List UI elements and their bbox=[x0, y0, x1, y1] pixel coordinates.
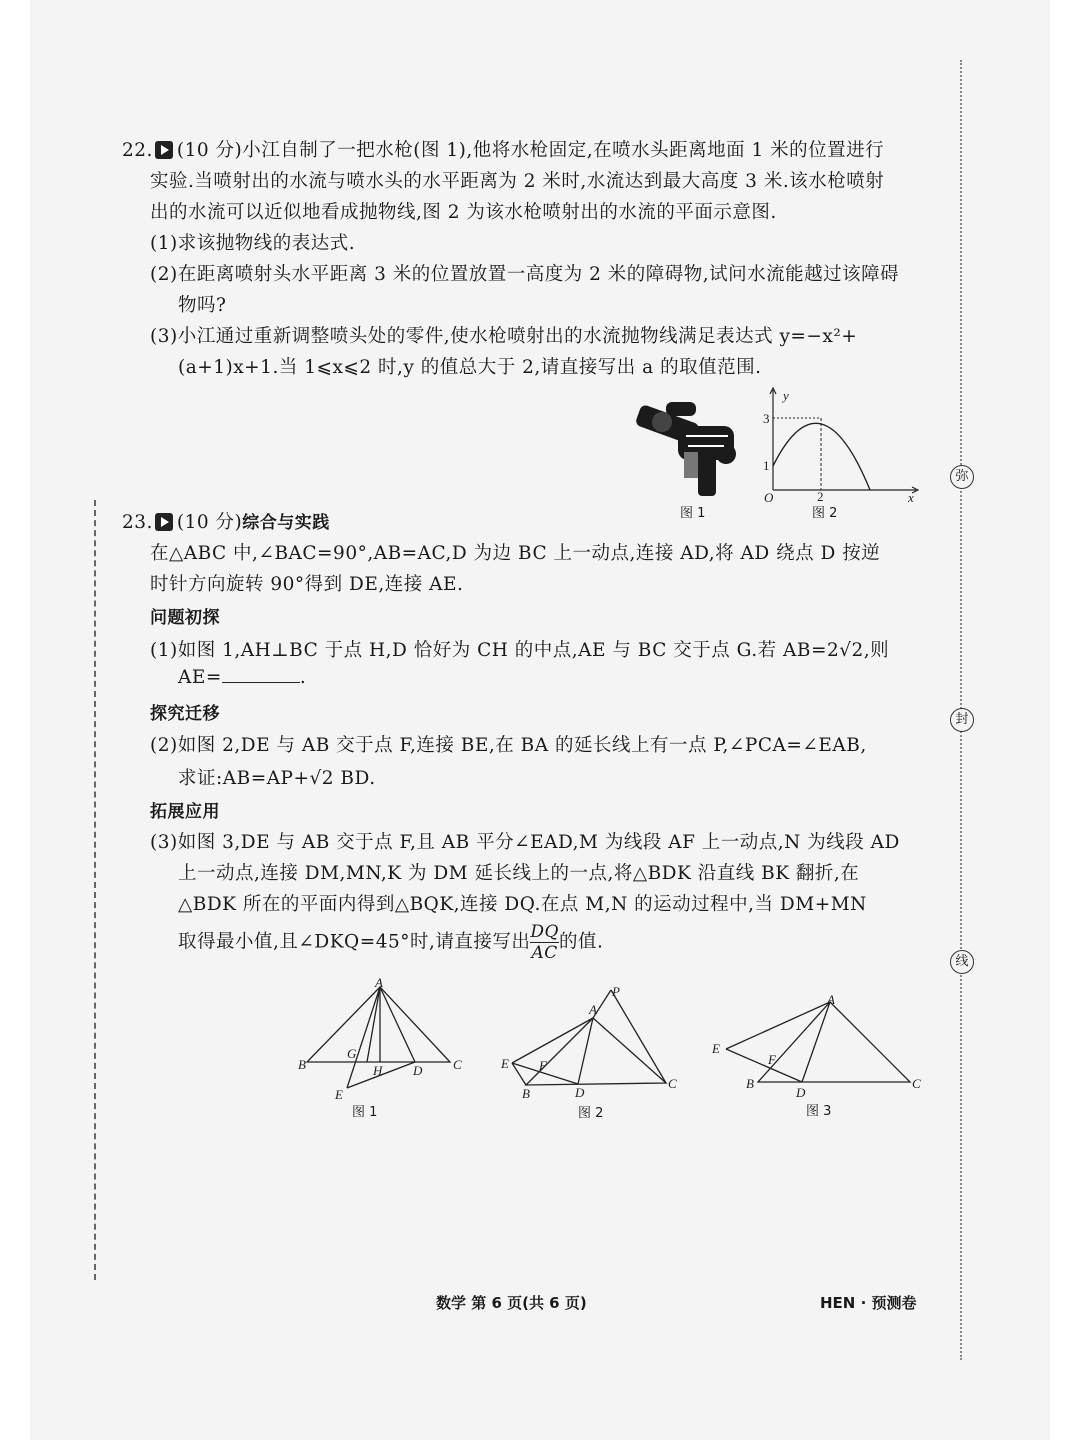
fig2-label-A: A bbox=[589, 1002, 597, 1017]
q22-fig1-caption: 图 1 bbox=[680, 506, 706, 521]
parabola-graph bbox=[758, 384, 922, 504]
fig2-label-F: F bbox=[539, 1058, 547, 1073]
q22-fig2-caption: 图 2 bbox=[812, 506, 838, 521]
fig1-label-G: G bbox=[347, 1046, 357, 1061]
fig1-label-B: B bbox=[298, 1057, 306, 1072]
q22-part-2b: 物吗? bbox=[178, 295, 227, 316]
q23-part-3d: 取得最小值,且∠DKQ=45°时,请直接写出 bbox=[178, 931, 531, 953]
x-axis-label: x bbox=[908, 490, 914, 504]
q22-part-3b: (a+1)x+1.当 1⩽x⩽2 时,y 的值总大于 2,请直接写出 a 的取值范围. bbox=[178, 357, 762, 378]
q23-section-2: 探究迁移 bbox=[150, 704, 220, 724]
seal-char-feng: 封 bbox=[950, 708, 974, 732]
fig2-label-C: C bbox=[668, 1076, 677, 1091]
page-footer-number: 数学 第 6 页(共 6 页) bbox=[436, 1294, 587, 1312]
q23-fig2-caption: 图 2 bbox=[578, 1106, 604, 1121]
fig1-label-H: H bbox=[373, 1063, 383, 1078]
fig2-label-D: D bbox=[575, 1085, 585, 1100]
q22-part-2a: (2)在距离喷射头水平距离 3 米的位置放置一高度为 2 米的障碍物,试问水流能越过该障碍 bbox=[150, 264, 900, 285]
fig3-label-F: F bbox=[768, 1052, 776, 1067]
q23-fig1-caption: 图 1 bbox=[352, 1105, 378, 1120]
q23-part-3b: 上一动点,连接 DM,MN,K 为 DM 延长线上的一点,将△BDK 沿直线 BK 翻折,在 bbox=[178, 863, 860, 884]
q23-part-1a: (1)如图 1,AH⊥BC 于点 H,D 恰好为 CH 的中点,AE 与 BC 交于点 G.若 AB=2√2,则 bbox=[150, 640, 890, 661]
answer-blank[interactable] bbox=[222, 668, 300, 683]
q23-number: 23. bbox=[122, 512, 153, 533]
origin-label: O bbox=[764, 490, 774, 504]
fraction-numerator: DQ bbox=[530, 922, 559, 942]
q22-line-3: 出的水流可以近似地看成抛物线,图 2 为该水枪喷射出的水流的平面示意图. bbox=[150, 202, 777, 223]
fig3-label-D: D bbox=[796, 1085, 806, 1100]
fig2-label-E: E bbox=[501, 1056, 509, 1071]
fig1-label-E: E bbox=[335, 1087, 343, 1100]
q23-part-1b: AE= bbox=[178, 667, 222, 688]
q22-part-3a: (3)小江通过重新调整喷头处的零件,使水枪喷射出的水流抛物线满足表达式 y=−x²+ bbox=[150, 326, 858, 347]
q23-part-3a: (3)如图 3,DE 与 AB 交于点 F,且 AB 平分∠EAD,M 为线段 AF 上一动点,N 为线段 AD bbox=[150, 832, 900, 853]
fig1-label-A: A bbox=[375, 975, 383, 990]
fig1-label-C: C bbox=[453, 1057, 462, 1072]
x-tick-2: 2 bbox=[817, 489, 824, 504]
q22-line-1: 小江自制了一把水枪(图 1),他将水枪固定,在喷水头距离地面 1 米的位置进行 bbox=[242, 140, 885, 161]
q23-section-3: 拓展应用 bbox=[150, 802, 220, 822]
q22-part-1: (1)求该抛物线的表达式. bbox=[150, 233, 356, 254]
q22-line-2: 实验.当喷射出的水流与喷水头的水平距离为 2 米时,水流达到最大高度 3 米.该水枪喷射 bbox=[150, 171, 885, 192]
fig3-label-A: A bbox=[827, 992, 835, 1007]
q23-intro-b: 时针方向旋转 90°得到 DE,连接 AE. bbox=[150, 574, 464, 595]
water-gun-figure bbox=[628, 396, 744, 502]
fig3-label-C: C bbox=[912, 1076, 921, 1091]
play-icon[interactable] bbox=[155, 513, 173, 531]
seal-char-xian: 线 bbox=[950, 950, 974, 974]
y-tick-3: 3 bbox=[763, 411, 770, 426]
q23-part-2a: (2)如图 2,DE 与 AB 交于点 F,连接 BE,在 BA 的延长线上有一点 P,∠PCA=∠EAB, bbox=[150, 735, 867, 756]
q23-part-2b: 求证:AB=AP+√2 BD. bbox=[178, 768, 376, 789]
fig1-label-D: D bbox=[413, 1063, 423, 1078]
geometry-figure-2 bbox=[498, 980, 683, 1102]
fig2-label-P: P bbox=[612, 984, 620, 999]
fig3-label-B: B bbox=[746, 1076, 754, 1091]
q23-title: 综合与实践 bbox=[242, 513, 330, 533]
play-icon[interactable] bbox=[155, 141, 173, 159]
q23-section-1: 问题初探 bbox=[150, 608, 220, 628]
y-axis-label: y bbox=[783, 388, 789, 403]
q23-part-3c: △BDK 所在的平面内得到△BQK,连接 DQ.在点 M,N 的运动过程中,当 DM+MN bbox=[178, 894, 867, 915]
geometry-figure-1 bbox=[295, 975, 470, 1100]
fig2-label-B: B bbox=[522, 1086, 530, 1101]
q23-score: (10 分) bbox=[176, 512, 243, 533]
geometry-figure-3 bbox=[708, 990, 923, 1102]
page-footer-series: HEN · 预测卷 bbox=[820, 1294, 917, 1312]
q22-score: (10 分) bbox=[176, 140, 243, 161]
q23-part-3e: 的值. bbox=[558, 931, 604, 953]
fraction-denominator: AC bbox=[531, 943, 558, 963]
q23-fig3-caption: 图 3 bbox=[806, 1104, 832, 1119]
q23-intro-a: 在△ABC 中,∠BAC=90°,AB=AC,D 为边 BC 上一动点,连接 AD,将 AD 绕点 D 按逆 bbox=[150, 543, 881, 564]
fig3-label-E: E bbox=[712, 1041, 720, 1056]
y-tick-1: 1 bbox=[763, 458, 770, 473]
binding-line-left bbox=[94, 500, 96, 1280]
q22-number: 22. bbox=[122, 140, 153, 161]
seal-char-mi: 弥 bbox=[950, 465, 974, 489]
dq-over-ac-fraction bbox=[530, 922, 559, 963]
